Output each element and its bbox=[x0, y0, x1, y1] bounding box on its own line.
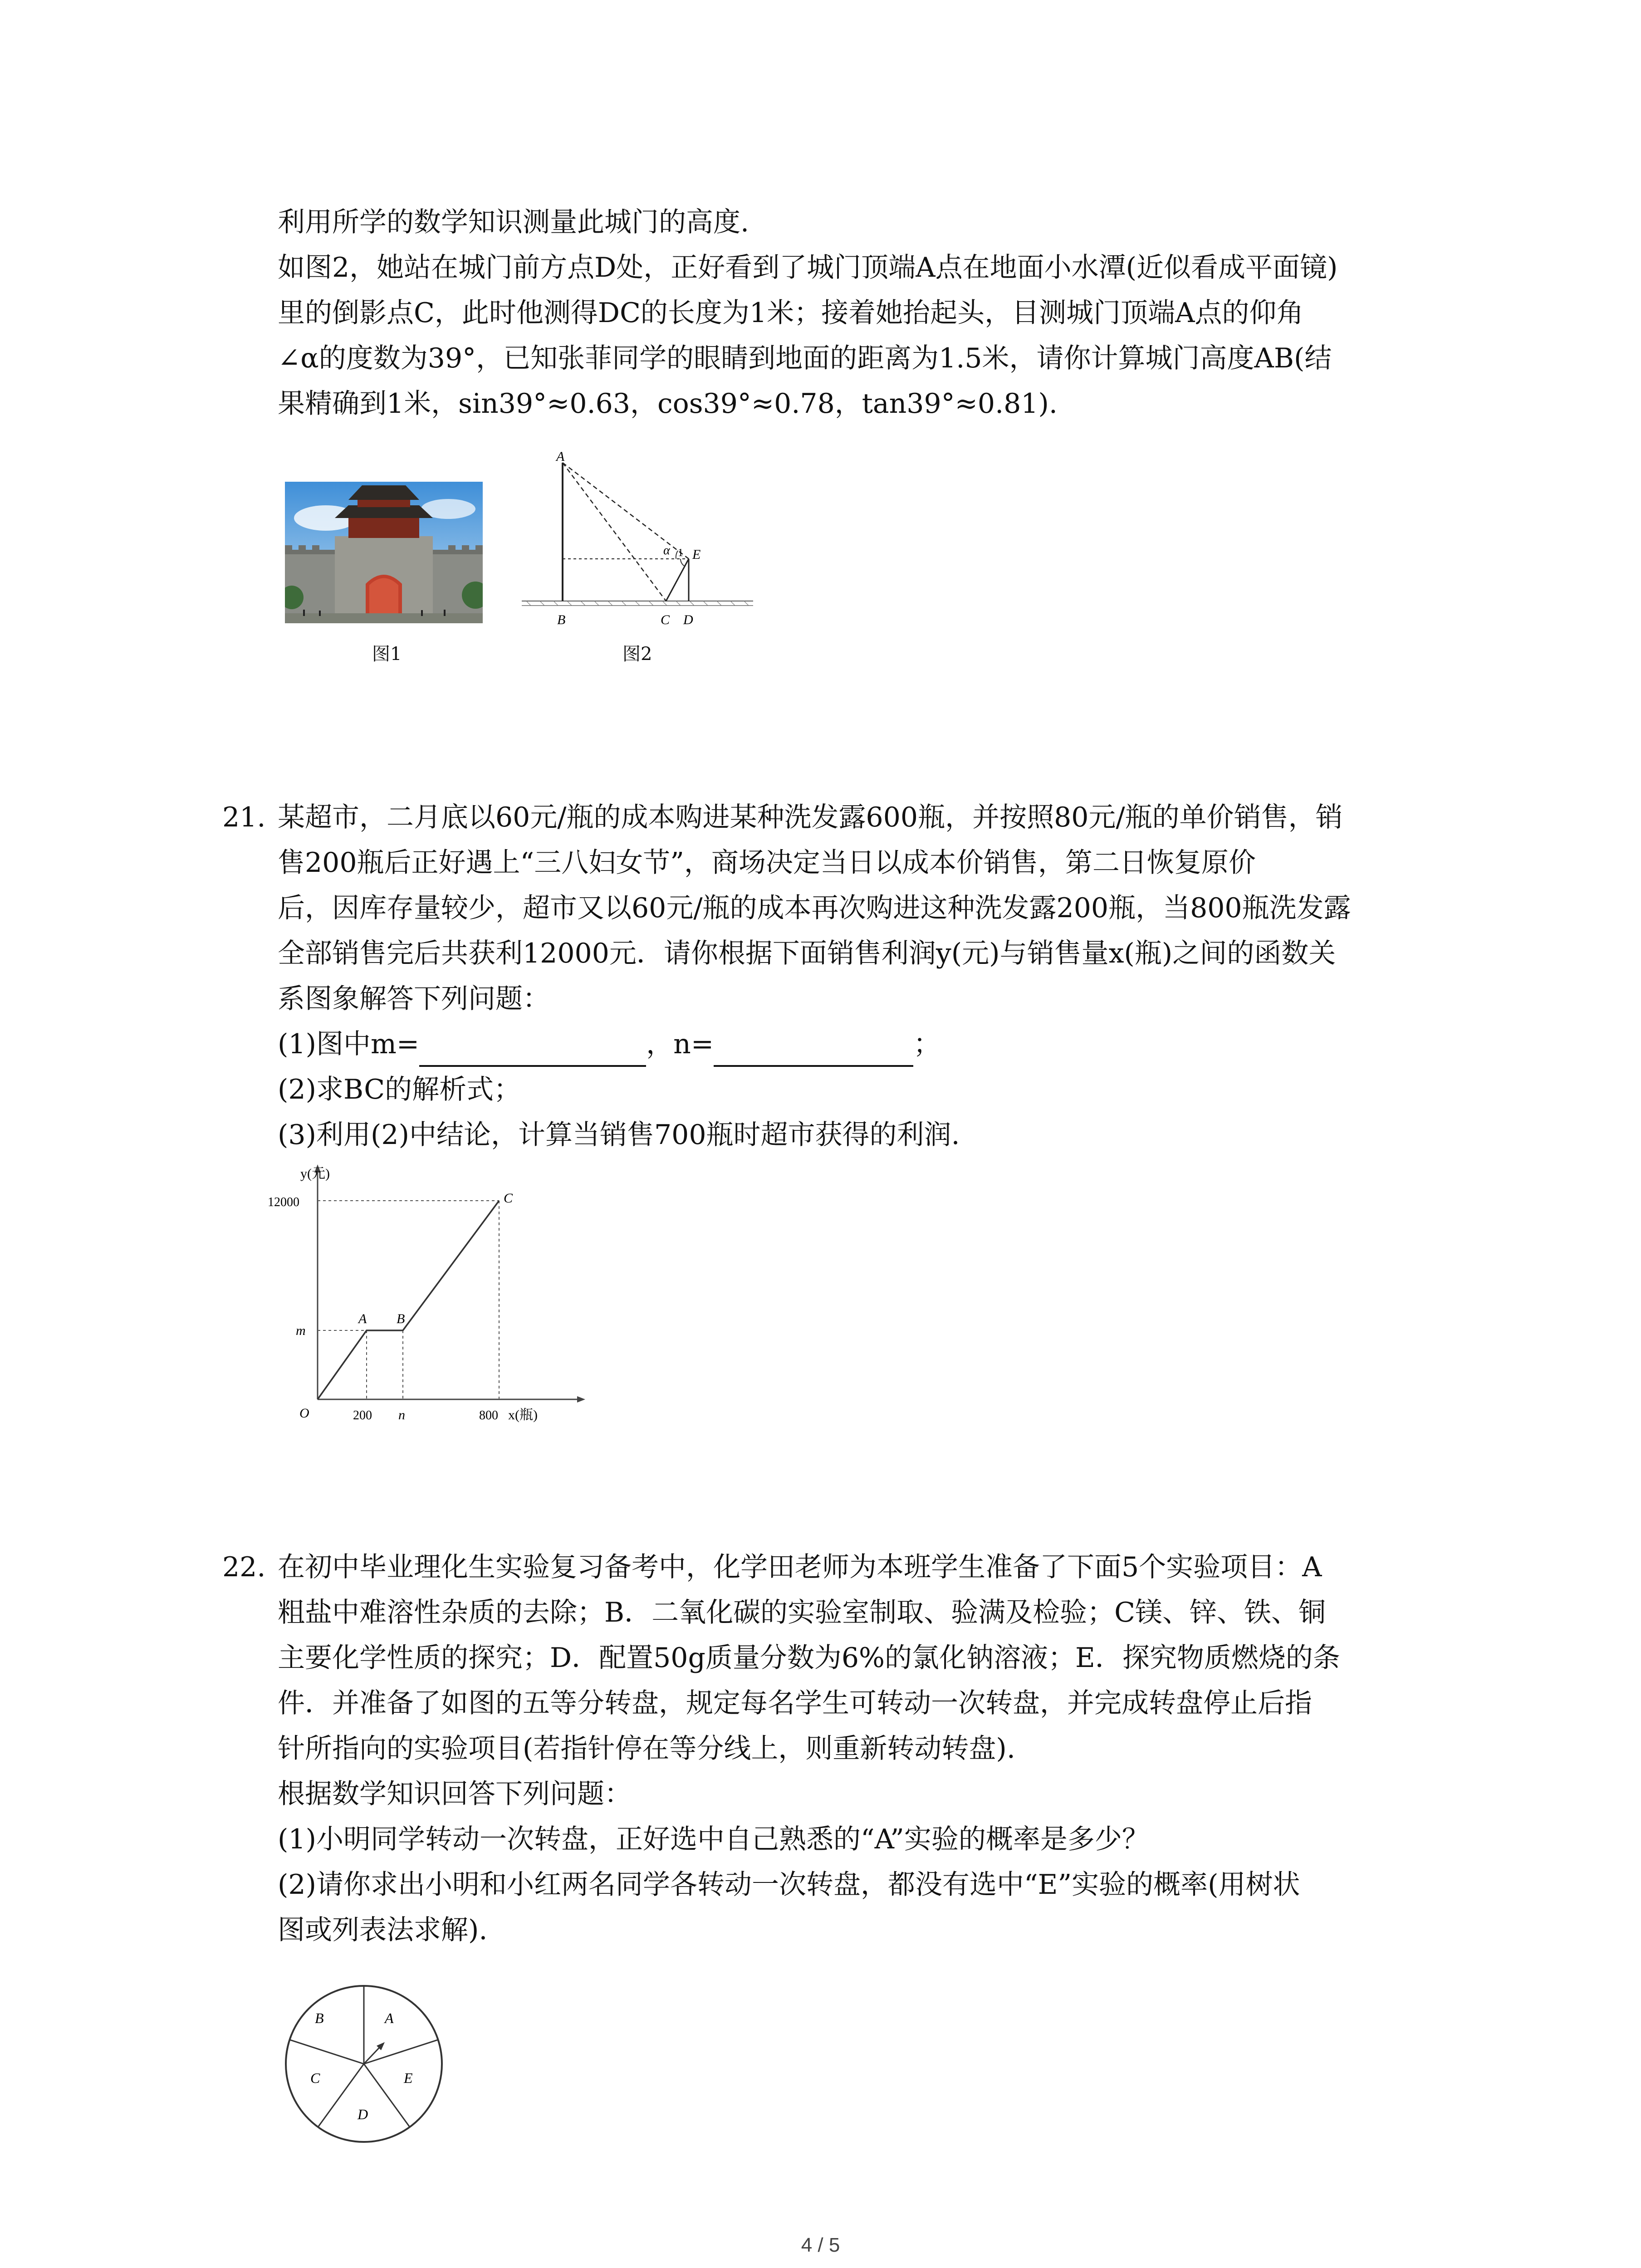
q22-line-7: (1)小明同学转动一次转盘，正好选中自己熟悉的“A”实验的概率是多少？ bbox=[278, 1823, 1149, 1855]
graph-x-axis-label: x(瓶) bbox=[508, 1408, 538, 1422]
q21-sub1 bbox=[278, 1022, 1457, 1067]
q21-sub1-end: ； bbox=[913, 1028, 941, 1060]
q20-line-4: ∠α的度数为39°，已知张菲同学的眼睛到地面的距离为1.5米，请你计算城门高度AB(结 bbox=[278, 342, 1332, 374]
spinner-label-A: A bbox=[385, 2010, 394, 2026]
city-gate-photo bbox=[285, 482, 483, 623]
q22-line-1: 在初中毕业理化生实验复习备考中，化学田老师为本班学生准备了下面5个实验项目：A bbox=[278, 1551, 1322, 1583]
fig2-label-D: D bbox=[683, 612, 693, 627]
q21-sub3: (3)利用(2)中结论，计算当销售700瓶时超市获得的利润. bbox=[278, 1119, 960, 1151]
q21-sub1-prefix: (1)图中m= bbox=[278, 1028, 420, 1060]
figure-2-diagram bbox=[517, 445, 771, 635]
q22-text bbox=[278, 1545, 1457, 1953]
page-indicator: 4 / 5 bbox=[801, 2234, 840, 2256]
figure-2-caption: 图2 bbox=[622, 644, 652, 665]
q22-line-9: 图或列表法求解). bbox=[278, 1914, 488, 1946]
q21-line-4: 全部销售完后共获利12000元．请你根据下面销售利润y(元)与销售量x(瓶)之间的函数关 bbox=[278, 938, 1336, 969]
q20-line-3: 里的倒影点C，此时他测得DC的长度为1米；接着她抬起头，目测城门顶端A点的仰角 bbox=[278, 297, 1304, 329]
graph-x-tick-200: 200 bbox=[353, 1408, 372, 1422]
spinner-label-D: D bbox=[358, 2106, 368, 2122]
spinner-label-C: C bbox=[310, 2070, 320, 2086]
graph-point-A: A bbox=[358, 1311, 367, 1326]
graph-x-tick-n: n bbox=[398, 1408, 405, 1422]
q20-line-1: 利用所学的数学知识测量此城门的高度. bbox=[278, 206, 749, 238]
fig2-label-B: B bbox=[557, 612, 566, 627]
spinner-label-E: E bbox=[404, 2070, 413, 2086]
q20-text bbox=[278, 200, 1457, 426]
q21-sub1-mid: ，n= bbox=[646, 1028, 714, 1060]
spinner-label-B: B bbox=[315, 2010, 324, 2026]
fig2-label-1: 1 bbox=[678, 547, 683, 559]
q20-line-5: 果精确到1米，sin39°≈0.63，cos39°≈0.78，tan39°≈0.81). bbox=[278, 388, 1058, 420]
graph-y-axis-label: y(元) bbox=[300, 1166, 330, 1181]
fig2-label-C: C bbox=[661, 612, 670, 627]
q21-line-3: 后，因库存量较少，超市又以60元/瓶的成本再次购进这种洗发露200瓶，当800瓶洗发露 bbox=[278, 892, 1351, 924]
profit-polyline bbox=[318, 1201, 499, 1399]
graph-point-C: C bbox=[504, 1191, 513, 1206]
graph-y-tick-m: m bbox=[296, 1323, 306, 1338]
question-22-number: 22. bbox=[222, 1551, 266, 1583]
profit-function-graph bbox=[268, 1159, 603, 1431]
five-section-spinner bbox=[278, 1978, 450, 2150]
graph-y-tick-12000: 12000 bbox=[268, 1195, 299, 1209]
fig2-label-E: E bbox=[692, 547, 701, 562]
fig2-label-alpha: α bbox=[663, 543, 670, 557]
q22-line-8: (2)请你求出小明和小红两名同学各转动一次转盘，都没有选中“E”实验的概率(用树状 bbox=[278, 1869, 1300, 1901]
fig2-label-A: A bbox=[556, 449, 565, 464]
answer-blank-n[interactable] bbox=[714, 1033, 913, 1067]
graph-point-B: B bbox=[397, 1311, 405, 1326]
question-21-number: 21. bbox=[222, 802, 266, 833]
q21-line-2: 售200瓶后正好遇上“三八妇女节”，商场决定当日以成本价销售，第二日恢复原价 bbox=[278, 847, 1256, 879]
q22-line-3: 主要化学性质的探究；D．配置50g质量分数为6%的氯化钠溶液；E．探究物质燃烧的条 bbox=[278, 1642, 1340, 1674]
q21-text bbox=[278, 795, 1457, 1158]
q22-line-2: 粗盐中难溶性杂质的去除；B．二氧化碳的实验室制取、验满及检验；C镁、锌、铁、铜 bbox=[278, 1597, 1326, 1628]
q21-line-5: 系图象解答下列问题： bbox=[278, 983, 550, 1015]
q22-line-5: 针所指向的实验项目(若指针停在等分线上，则重新转动转盘). bbox=[278, 1733, 1015, 1765]
answer-blank-m[interactable] bbox=[419, 1033, 646, 1067]
graph-x-tick-800: 800 bbox=[479, 1408, 498, 1422]
q22-line-4: 件．并准备了如图的五等分转盘，规定每名学生可转动一次转盘，并完成转盘停止后指 bbox=[278, 1687, 1312, 1719]
q22-line-6: 根据数学知识回答下列问题： bbox=[278, 1778, 632, 1810]
q20-line-2: 如图2，她站在城门前方点D处，正好看到了城门顶端A点在地面小水潭(近似看成平面镜) bbox=[278, 252, 1338, 284]
figure-1-caption: 图1 bbox=[372, 644, 402, 665]
q21-sub2: (2)求BC的解析式； bbox=[278, 1074, 521, 1105]
graph-origin-label: O bbox=[299, 1406, 309, 1421]
q21-line-1: 某超市，二月底以60元/瓶的成本购进某种洗发露600瓶，并按照80元/瓶的单价销售，销 bbox=[278, 802, 1343, 833]
